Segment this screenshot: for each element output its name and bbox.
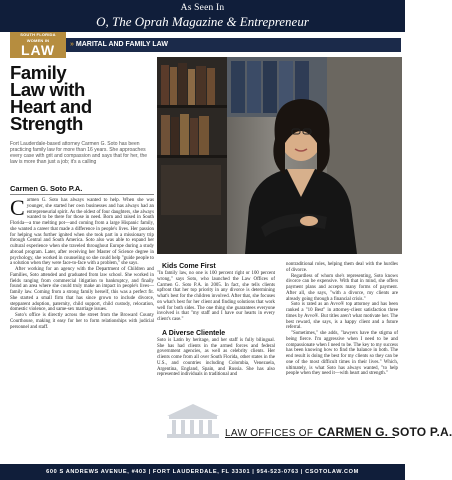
drop-cap: C — [10, 195, 25, 220]
byline-divider — [10, 194, 154, 195]
as-seen-in-label: As Seen In — [180, 3, 225, 13]
attorney-portrait-photo — [157, 57, 402, 254]
article-paragraph: "Sometimes," she adds, "lawyers have the stigma of being fierce. I'm aggressive when I need to be and compassionate when I need to be. The key to my success has been knowing how to find the balance in both. The end result is doing the best for my clients so they can be one of the most difficult times in their lives." Which, ultimately, is what Soto has always wanted, "to help people when they need it—with heart and strength." — [286, 331, 398, 377]
logo-firm-name: CARMEN G. SOTO P.A. — [317, 425, 452, 439]
article-paragraph: Soto's office is directly across the street from the Broward County Courthouse, making it easy for her to form relationships with judicial personnel and staff. — [10, 313, 154, 330]
article-column-3 — [286, 262, 398, 396]
subheading-kids-come-first: Kids Come First — [162, 263, 216, 270]
portrait-illustration — [157, 57, 402, 254]
article-paragraph: "In family law, no one is 100 percent right or 100 percent wrong," says Soto, who launched the Law Offices of Carmen G. Soto P.A. in 2005. In fact, she tells clients upfront that her top priority in any divorce is determining what's best for the children involved. After that, she focuses on what's best for her client and finding solutions that work well for both sides. The one thing she guarantees everyone involved is that "my staff and I have our hearts in every client's case." — [157, 271, 275, 322]
article-paragraph: Soto is rated as an Avvo® top attorney and has been ranked a "10 Best" in attorney-client satisfaction three times by Avvo®. But titles aren't what motivate her. The best reward, she says, is a happy client and a future referral. — [286, 302, 398, 331]
article-paragraph: Regardless of whom she's representing, Soto knows divorce can be expensive. With that in mind, she offers payment plans and accepts many forms of payment. After all, she says, "with a divorce, my clients are already going through a financial crisis." — [286, 273, 398, 302]
headline-line-4: Strength — [10, 113, 83, 134]
contact-footer: 600 S ANDREWS AVENUE, #403 | FORT LAUDERDALE, FL 33301 | 954-523-0763 | CSOTOLAW.COM — [0, 464, 405, 480]
publications-label: O, The Oprah Magazine & Entrepreneur — [96, 14, 309, 29]
article-paragraph: After working for an agency with the Department of Children and Families, Soto attended and graduated from law school. She worked in fields ranging from commercial litigation to bankruptcy, and finally found an area where she could truly make an impact in people's lives—family law. Coming from a strong family herself, this was a perfect fit. She started a small firm that has since grown to include divorce, stepparent adoption, paternity, child support, child custody, relocation, domestic violence, and same-sex marriage issues. — [10, 267, 154, 313]
article-paragraph: nontraditional roles, helping them deal with the hurdles of divorce. — [286, 262, 398, 273]
badge-region: SOUTH FLORIDA — [20, 32, 56, 37]
article-deck: Fort Lauderdale-based attorney Carmen G. Soto has been practicing family law for more than 16 years. She approaches every case with grit and compassion and says that for her, the law is more than just a job; it's a calling — [10, 141, 148, 165]
logo-prefix: LAW OFFICES OF — [225, 428, 314, 439]
article-paragraph: Soto is Latin by heritage, and her staff is fully bilingual. She has had clients in the armed forces and federal government agencies, as well as celebrity clients. Her clients come from all over South Florida, other states in the U.S., and countries including Colombia, Venezuela, Argentina, England, Spain, and Russia. She has also represented individuals in traditional and — [157, 337, 275, 378]
women-in-law-badge — [10, 32, 66, 58]
badge-women-in: WOMEN IN — [26, 37, 50, 43]
top-banner — [0, 0, 405, 32]
law-office-logo — [225, 423, 452, 441]
article-headline — [10, 64, 160, 132]
subheading-diverse-clientele: A Diverse Clientele — [162, 329, 226, 337]
headline-line-2: Law with — [10, 79, 85, 100]
article-paragraph: Carmen G. Soto has always wanted to help. When she was younger, she started her own businesses and has always had an entrepreneurial spirit. As the oldest of four daughters, she always wanted to be there for those in need. Born and raised in South Florida—a true melting pot—and coming from a large Hispanic family, she wanted a career that made a difference in people's lives. Her passion for helping was further ignited when she took part in a missionary trip through Central and South America. Soto also was able to expand her cultural experience when she traveled throughout Europe during a study abroad program. Later, after receiving her Master of Science degree in psychology, she worked in counseling so she could help "guide people to a solution when they were face-to-face with a problem," she says. — [10, 195, 154, 267]
article-column-1 — [10, 195, 154, 443]
section-label: MARITAL AND FAMILY LAW — [75, 41, 168, 48]
article-byline: Carmen G. Soto P.A. — [10, 184, 83, 193]
chevron-right-icon: » — [70, 41, 74, 48]
headline-line-3: Heart and — [10, 96, 92, 117]
headline-line-1: Family — [10, 62, 67, 83]
badge-law: LAW — [20, 42, 56, 58]
section-label-bar — [66, 38, 401, 52]
